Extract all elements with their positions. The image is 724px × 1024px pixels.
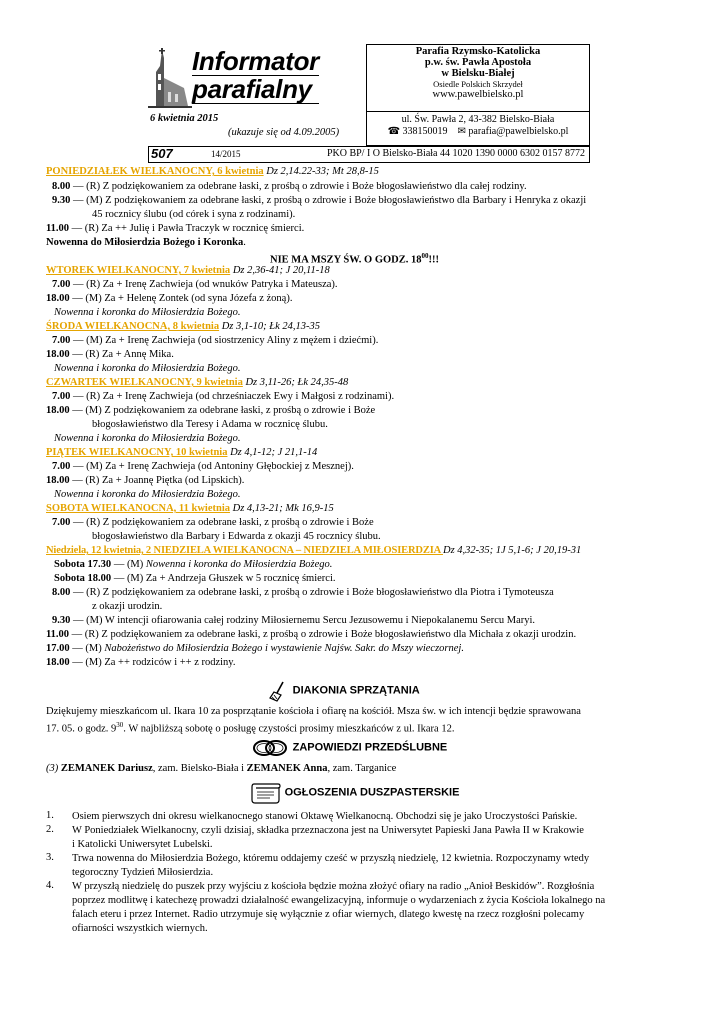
mass-time: 17.00: [46, 643, 70, 654]
mass-time: 18.00: [46, 293, 70, 304]
mass-intention-italic: Nowenna i koronka do Miłosierdzia Bożego.: [145, 559, 333, 570]
scripture-ref: Dz 3,11-26; Łk 24,35-48: [242, 377, 349, 388]
announcement-number: 3.: [46, 852, 54, 863]
day-saturday: [46, 502, 334, 515]
banns-end: , zam. Targanice: [327, 763, 397, 774]
mass-entry: [46, 292, 292, 305]
mass-time: 8.00: [52, 181, 71, 192]
mass-time: 18.00: [46, 475, 70, 486]
mass-entry: [52, 194, 586, 207]
no-mass-sup: 00: [421, 252, 429, 260]
contact-box: [366, 112, 590, 146]
banns-mid: , zam. Bielsko-Biała i: [152, 763, 247, 774]
scripture-ref: Dz 4,32-35; 1J 5,1-6; J 20,19-31: [442, 545, 582, 556]
mass-entry: [52, 516, 374, 529]
mass-time: 7.00: [52, 279, 71, 290]
mass-intention: — (R) Za + Irenę Zachwieja (od wnuków Patryka i Mateusza).: [70, 279, 338, 290]
announcement-number: 2.: [46, 824, 54, 835]
mass-time: 7.00: [52, 517, 71, 528]
email-icon: ✉: [457, 126, 466, 137]
day-heading: SOBOTA WIELKANOCNA, 11 kwietnia: [46, 503, 230, 514]
mass-time: 7.00: [52, 335, 71, 346]
mass-entry: [46, 348, 174, 361]
announcement-4-cont: poprzez modlitwę i katechezę prowadzi działalność ewangelizacyjną, informuje o wydarzeniach z życia Kościoła lokalnego na: [72, 895, 606, 906]
mass-entry: [52, 460, 354, 473]
issue-number: 507: [151, 146, 173, 161]
mass-intention: — (R) Za + Joannę Piętka (od Lipskich).: [69, 475, 245, 486]
novena-note: [46, 236, 246, 249]
mass-intention: — (M) Za + Irenę Zachwieja (od siostrzenicy Aliny z mężem i dziećmi).: [70, 335, 379, 346]
mass-intention-cont: błogosławieństwo dla Teresy i Adama w rocznicę ślubu.: [92, 419, 328, 430]
mass-time: 11.00: [46, 223, 70, 234]
mass-entry: [54, 558, 332, 571]
mass-entry: [52, 586, 554, 599]
broom-icon: [268, 680, 290, 702]
scripture-ref: Dz 2,14.22-33; Mt 28,8-15: [263, 166, 379, 177]
mass-entry: [52, 278, 338, 291]
parish-info-box: [366, 44, 590, 112]
day-tuesday: [46, 264, 330, 277]
announcement-4-cont: ofiarności wszystkich wiernych.: [72, 923, 208, 934]
banns-number: (3): [46, 763, 59, 774]
no-mass-end: !!!: [428, 254, 439, 266]
parish-city: w Bielsku-Białej: [441, 68, 515, 79]
scripture-ref: Dz 4,13-21; Mk 16,9-15: [229, 503, 334, 514]
mass-intention: — (M) W intencji ofiarowania całej rodziny Miłosiernemu Sercu Jezusowemu i Niepokalanemu Sercu Maryi.: [70, 615, 536, 626]
announcement-3-cont: tegoroczny Tydzień Miłosierdzia.: [72, 867, 214, 878]
day-heading: PONIEDZIAŁEK WIELKANOCNY, 6 kwietnia: [46, 166, 264, 177]
mass-intention: — (R) Z podziękowaniem za odebrane łaski, z prośbą o zdrowie i Boże błogosławieństwo dla Piotra i Tymoteusza: [70, 587, 554, 598]
mass-entry: [54, 572, 336, 585]
mass-intention: — (M) Za + Helenę Zontek (od syna Józefa z żoną).: [69, 293, 293, 304]
wedding-rings-icon: [250, 738, 290, 758]
announcement-3: Trwa nowenna do Miłosierdzia Bożego, któremu oddajemy cześć w przyszłą niedzielę, 12 kwietnia. Rozpoczynamy wtedy: [72, 853, 590, 864]
mass-entry: [46, 628, 576, 641]
day-heading: CZWARTEK WIELKANOCNY, 9 kwietnia: [46, 377, 243, 388]
diakonia-text-1: Dziękujemy mieszkańcom ul. Ikara 10 za posprzątanie kościoła i ofiarę na kościół. Msza św. w ich intencji będzie sprawowana: [46, 706, 581, 717]
day-sunday: [46, 544, 581, 557]
mass-intention: — (M) Z podziękowaniem za odebrane łaski, z prośbą o zdrowie i Boże: [69, 405, 376, 416]
mass-intention-cont: z okazji urodzin.: [92, 601, 163, 612]
phone: 338150019: [402, 126, 448, 137]
mass-time: 18.00: [46, 349, 70, 360]
day-heading: PIĄTEK WIELKANOCNY, 10 kwietnia: [46, 447, 228, 458]
novena-dot: .: [243, 237, 246, 248]
mass-intention: — (R) Z podziękowaniem za odebrane łaski, z prośbą o zdrowie i Boże błogosławieństwo dla całej rodziny.: [70, 181, 527, 192]
day-monday: [46, 165, 379, 178]
mass-intention: — (M) Za ++ rodziców i ++ z rodziny.: [69, 657, 236, 668]
bank-account: PKO BP/ I O Bielsko-Biała 44 1020 1390 0000 6302 0157 8772: [326, 148, 585, 159]
mass-time: Sobota 17.30: [54, 559, 112, 570]
mass-intention: — (R) Z podziękowaniem za odebrane łaski, z prośbą o zdrowie i Boże: [70, 517, 374, 528]
mass-time: 9.30: [52, 615, 71, 626]
mass-time: 11.00: [46, 629, 70, 640]
banns-entry: [46, 762, 396, 775]
bride-name: ZEMANEK Anna: [246, 763, 328, 774]
mass-time: 7.00: [52, 461, 71, 472]
church-logo-icon: [148, 48, 192, 110]
title-line-1: Informator: [192, 46, 320, 76]
mass-intention-cont: 45 rocznicy ślubu (od córek i syna z rodzinami).: [92, 209, 296, 220]
zapowiedzi-heading: ZAPOWIEDZI PRZEDŚLUBNE: [292, 741, 448, 754]
day-thursday: [46, 376, 348, 389]
mass-time: 18.00: [46, 657, 70, 668]
mass-intention: — (M): [69, 643, 105, 654]
ogloszenia-section-header: [250, 780, 459, 806]
day-wednesday: [46, 320, 320, 333]
mass-time: 18.00: [46, 405, 70, 416]
mass-intention-cont: błogosławieństwo dla Barbary i Edwarda z okazji 45 rocznicy ślubu.: [92, 531, 381, 542]
zapowiedzi-section-header: [250, 738, 447, 758]
issue-since: (ukazuje się od 4.09.2005): [228, 127, 340, 138]
announcement-2-cont: i Katolicki Uniwersytet Lubelski.: [72, 839, 213, 850]
diakonia-text-sup: 30: [116, 721, 124, 729]
announcement-4: W przyszłą niedzielę do puszek przy wyjściu z kościoła będzie można złożyć ofiary na radio „Anioł Beskidów”. Rozgłośnia: [72, 881, 595, 892]
novena-note: Nowenna i koronka do Miłosierdzia Bożego.: [54, 489, 241, 500]
mass-entry: [46, 404, 375, 417]
day-heading: WTOREK WIELKANOCNY, 7 kwietnia: [46, 265, 231, 276]
diakonia-text-2: [46, 719, 454, 736]
website-link[interactable]: www.pawelbielsko.pl: [432, 89, 524, 100]
mass-entry: [52, 390, 394, 403]
mass-intention: — (M) Za + Irenę Zachwieja (od Antoniny Głębockiej z Mesznej).: [70, 461, 354, 472]
mass-time: 8.00: [52, 587, 71, 598]
mass-entry: [52, 334, 378, 347]
mass-intention: — (M) Za + Andrzeja Głuszek w 5 rocznicę śmierci.: [111, 573, 336, 584]
diakonia-heading: DIAKONIA SPRZĄTANIA: [292, 684, 420, 697]
title-line-2: parafialny: [192, 75, 319, 104]
newsletter-title: [192, 48, 319, 104]
novena-note: Nowenna i koronka do Miłosierdzia Bożego.: [54, 433, 241, 444]
address: ul. Św. Pawła 2, 43-382 Bielsko-Biała: [401, 114, 555, 125]
diakonia-section-header: [268, 680, 420, 702]
announcement-1: Osiem pierwszych dni okresu wielkanocnego stanowi Oktawę Wielkanocną. Obchodzi się je jako Uroczystości Pańskie.: [72, 811, 578, 822]
mass-entry: [52, 180, 527, 193]
phone-icon: ☎: [387, 126, 401, 137]
diakonia-text-2a: 17. 05. o godz. 9: [46, 723, 117, 735]
mass-intention: — (R) Z podziękowaniem za odebrane łaski, z prośbą o zdrowie i Boże błogosławieństwo dla Michała z okazji urodzin.: [69, 629, 577, 640]
mass-entry: [46, 222, 304, 235]
mass-intention: — (M) Z podziękowaniem za odebrane łaski, z prośbą o zdrowie i Boże błogosławieństwo dla Barbary i Henryka z okazji: [70, 195, 587, 206]
issue-bar: [148, 146, 590, 163]
issue-code: 14/2015: [211, 149, 241, 159]
mass-time: Sobota 18.00: [54, 573, 112, 584]
issue-date: 6 kwietnia 2015: [150, 113, 219, 124]
novena-note: Nowenna i koronka do Miłosierdzia Bożego.: [54, 307, 241, 318]
email-link[interactable]: parafia@pawelbielsko.pl: [468, 126, 569, 137]
parish-estate: Osiedle Polskich Skrzydeł: [433, 79, 523, 89]
parish-name: Parafia Rzymsko-Katolicka: [415, 46, 541, 57]
novena-note: Nowenna i koronka do Miłosierdzia Bożego.: [54, 363, 241, 374]
novena-text: Nowenna do Miłosierdzia Bożego i Koronka: [46, 237, 244, 248]
scroll-icon: [250, 780, 282, 806]
announcement-4-cont: falach eteru i przez Internet. Radio utrzymuje się wyłącznie z ofiar wiernych, dlatego kwestę na rzecz rozgłośni polecamy: [72, 909, 585, 920]
mass-intention-italic: Nabożeństwo do Miłosierdzia Bożego i wystawienie Najśw. Sakr. do Mszy wieczornej.: [104, 643, 464, 654]
day-heading: ŚRODA WIELKANOCNA, 8 kwietnia: [46, 321, 220, 332]
scripture-ref: Dz 3,1-10; Łk 24,13-35: [219, 321, 321, 332]
no-mass-text: NIE MA MSZY ŚW. O GODZ. 18: [270, 254, 422, 266]
day-friday: [46, 446, 317, 459]
mass-entry: [46, 642, 464, 655]
mass-entry: [52, 614, 535, 627]
scripture-ref: Dz 4,1-12; J 21,1-14: [227, 447, 318, 458]
announcement-number: 1.: [46, 810, 54, 821]
mass-entry: [46, 656, 236, 669]
masthead: [148, 46, 348, 110]
mass-entry: [46, 474, 244, 487]
parish-patron: p.w. św. Pawła Apostoła: [424, 57, 532, 68]
announcement-number: 4.: [46, 880, 54, 891]
issue-date-box: [148, 112, 366, 146]
mass-time: 9.30: [52, 195, 71, 206]
announcement-2: W Poniedziałek Wielkanocny, czyli dzisiaj, składka przeznaczona jest na Uniwersytet Papieski Jana Pawła II w Krakowie: [72, 825, 584, 836]
ogloszenia-heading: OGŁOSZENIA DUSZPASTERSKIE: [284, 786, 460, 799]
diakonia-text-2b: . W najbliższą sobotę o posługę czystości prosimy mieszkańców z ul. Ikara 12.: [123, 723, 455, 735]
groom-name: ZEMANEK Dariusz: [60, 763, 153, 774]
scripture-ref: Dz 2,36-41; J 20,11-18: [230, 265, 330, 276]
day-heading: Niedziela, 12 kwietnia, 2 NIEDZIELA WIELKANOCNA – NIEDZIELA MIŁOSIERDZIA: [46, 545, 443, 556]
mass-intention: — (R) Za + Irenę Zachwieja (od chrześniaczek Ewy i Małgosi z rodzinami).: [70, 391, 395, 402]
mass-intention: — (R) Za ++ Julię i Pawła Traczyk w rocznicę śmierci.: [69, 223, 305, 234]
mass-intention: — (M): [111, 559, 146, 570]
mass-time: 7.00: [52, 391, 71, 402]
mass-intention: — (R) Za + Annę Mika.: [69, 349, 174, 360]
